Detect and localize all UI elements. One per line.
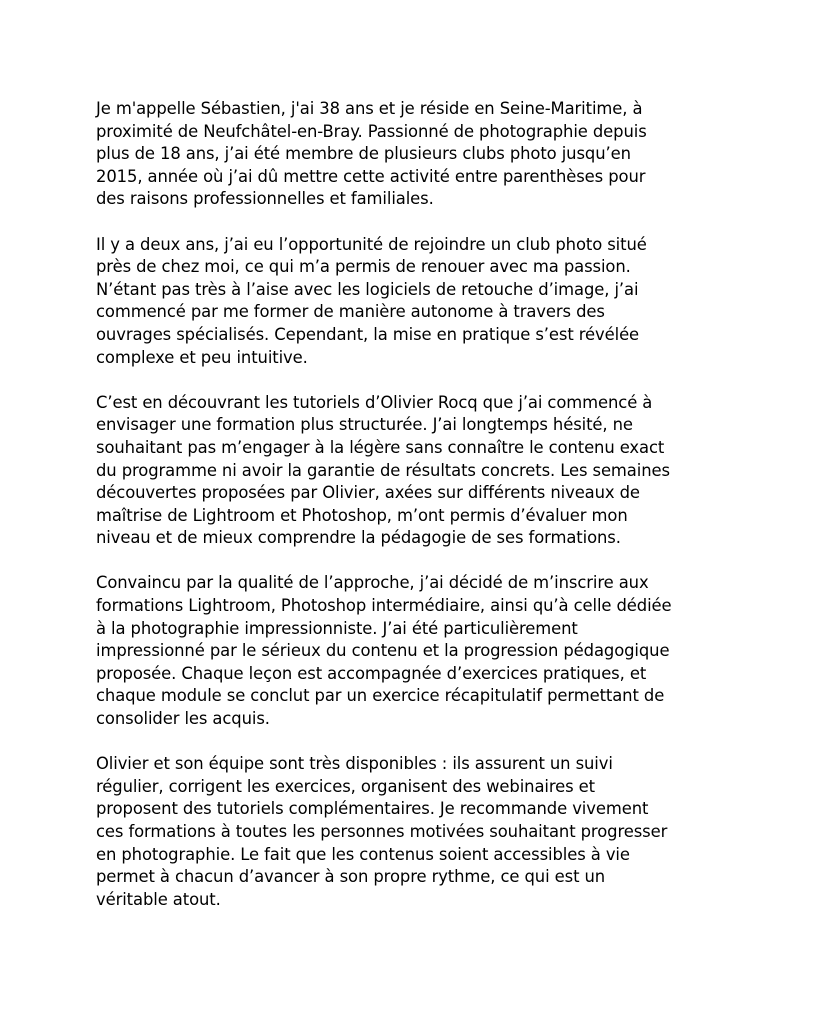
text-line: des raisons professionnelles et familiales. bbox=[96, 189, 434, 209]
text-line: découvertes proposées par Olivier, axées sur différents niveaux de bbox=[96, 483, 640, 503]
text-line: véritable atout. bbox=[96, 889, 221, 909]
text-line: Je m'appelle Sébastien, j'ai 38 ans et je réside en Seine-Maritime, à bbox=[96, 99, 643, 118]
text-line: souhaitant pas m’engager à la légère sans connaître le contenu exact bbox=[96, 437, 665, 457]
text-line: ces formations à toutes les personnes motivées souhaitant progresser bbox=[96, 822, 668, 841]
text-line: proposent des tutoriels complémentaires. Je recommande vivement bbox=[96, 799, 649, 819]
text-line: à la photographie impressionniste. J’ai été particulièrement bbox=[96, 618, 578, 638]
text-line: complexe et peu intuitive. bbox=[96, 347, 308, 367]
text-line: en photographie. Le fait que les contenus soient accessibles à vie bbox=[96, 844, 630, 864]
text-line: consolider les acquis. bbox=[96, 709, 270, 729]
text-line: Convaincu par la qualité de l’approche, j’ai décidé de m’inscrire aux bbox=[96, 573, 649, 593]
text-line: du programme ni avoir la garantie de résultats concrets. Les semaines bbox=[96, 460, 670, 480]
text-line: commencé par me former de manière autonome à travers des bbox=[96, 302, 605, 322]
text-line: envisager une formation plus structurée. J’ai longtemps hésité, ne bbox=[96, 415, 633, 435]
paragraph-introduction bbox=[96, 98, 746, 211]
text-line: ouvrages spécialisés. Cependant, la mise en pratique s’est révélée bbox=[96, 324, 640, 344]
paragraph-recommandation bbox=[96, 753, 746, 911]
text-line: niveau et de mieux comprendre la pédagogie de ses formations. bbox=[96, 528, 621, 548]
text-line: 2015, année où j’ai dû mettre cette activité entre parenthèses pour bbox=[96, 166, 646, 186]
paragraph-club-photo bbox=[96, 234, 746, 370]
text-line: permet à chacun d’avancer à son propre rythme, ce qui est un bbox=[96, 867, 606, 887]
text-line: Il y a deux ans, j’ai eu l’opportunité de rejoindre un club photo situé bbox=[96, 234, 647, 254]
paragraph-formations bbox=[96, 572, 746, 730]
text-line: formations Lightroom, Photoshop intermédiaire, ainsi qu’à celle dédiée bbox=[96, 596, 672, 616]
text-line: proposée. Chaque leçon est accompagnée d’exercices pratiques, et bbox=[96, 663, 647, 683]
text-line: régulier, corrigent les exercices, organisent des webinaires et bbox=[96, 776, 595, 796]
text-line: chaque module se conclut par un exercice récapitulatif permettant de bbox=[96, 686, 665, 706]
text-line: impressionné par le sérieux du contenu et la progression pédagogique bbox=[96, 641, 670, 661]
paragraph-tutoriels bbox=[96, 392, 746, 550]
text-line: maîtrise de Lightroom et Photoshop, m’ont permis d’évaluer mon bbox=[96, 505, 628, 525]
document-page bbox=[96, 98, 746, 934]
text-line: près de chez moi, ce qui m’a permis de renouer avec ma passion. bbox=[96, 257, 631, 277]
text-line: plus de 18 ans, j’ai été membre de plusieurs clubs photo jusqu’en bbox=[96, 144, 631, 164]
text-line: C’est en découvrant les tutoriels d’Olivier Rocq que j’ai commencé à bbox=[96, 392, 653, 412]
text-line: N’étant pas très à l’aise avec les logiciels de retouche d’image, j’ai bbox=[96, 279, 639, 299]
text-line: proximité de Neufchâtel-en-Bray. Passionné de photographie depuis bbox=[96, 121, 647, 141]
text-line: Olivier et son équipe sont très disponibles : ils assurent un suivi bbox=[96, 754, 613, 774]
